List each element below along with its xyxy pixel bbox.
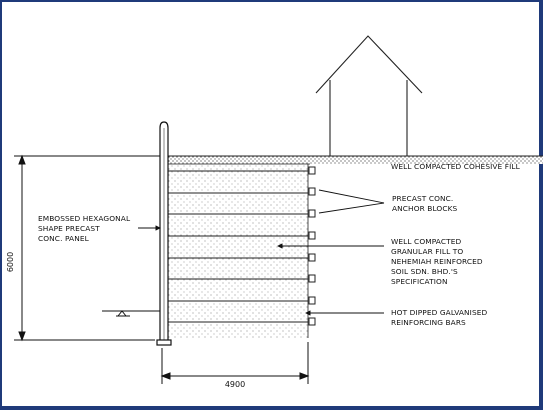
panel-label-2: SHAPE PRECAST [38, 224, 100, 233]
granular-fill-label-2: GRANULAR FILL TO [391, 247, 464, 256]
panel-label-3: CONC. PANEL [38, 234, 89, 243]
reinforcing-bars-label-1: HOT DIPPED GALVANISED [391, 308, 488, 317]
anchor-blocks-label-2: ANCHOR BLOCKS [392, 204, 458, 213]
width-dimension [162, 342, 308, 384]
panel-label-1: EMBOSSED HEXAGONAL [38, 214, 131, 223]
granular-fill-label-1: WELL COMPACTED [391, 237, 462, 246]
house-outline [316, 36, 422, 156]
height-dimension [14, 156, 160, 340]
granular-fill-label-5: SPECIFICATION [391, 277, 448, 286]
granular-fill-label-3: NEHEMIAH REINFORCED [391, 257, 483, 266]
width-dimension-label: 4900 [224, 380, 246, 389]
ground-line [102, 311, 160, 316]
granular-fill-zone [168, 163, 308, 339]
cohesive-fill-label: WELL COMPACTED COHESIVE FILL [391, 162, 520, 171]
granular-fill-label-4: SOIL SDN. BHD.'S [391, 267, 458, 276]
anchor-blocks-label-1: PRECAST CONC. [392, 194, 454, 203]
height-dimension-label: 6000 [6, 251, 15, 273]
reinforcing-bars-label-2: REINFORCING BARS [391, 318, 466, 327]
